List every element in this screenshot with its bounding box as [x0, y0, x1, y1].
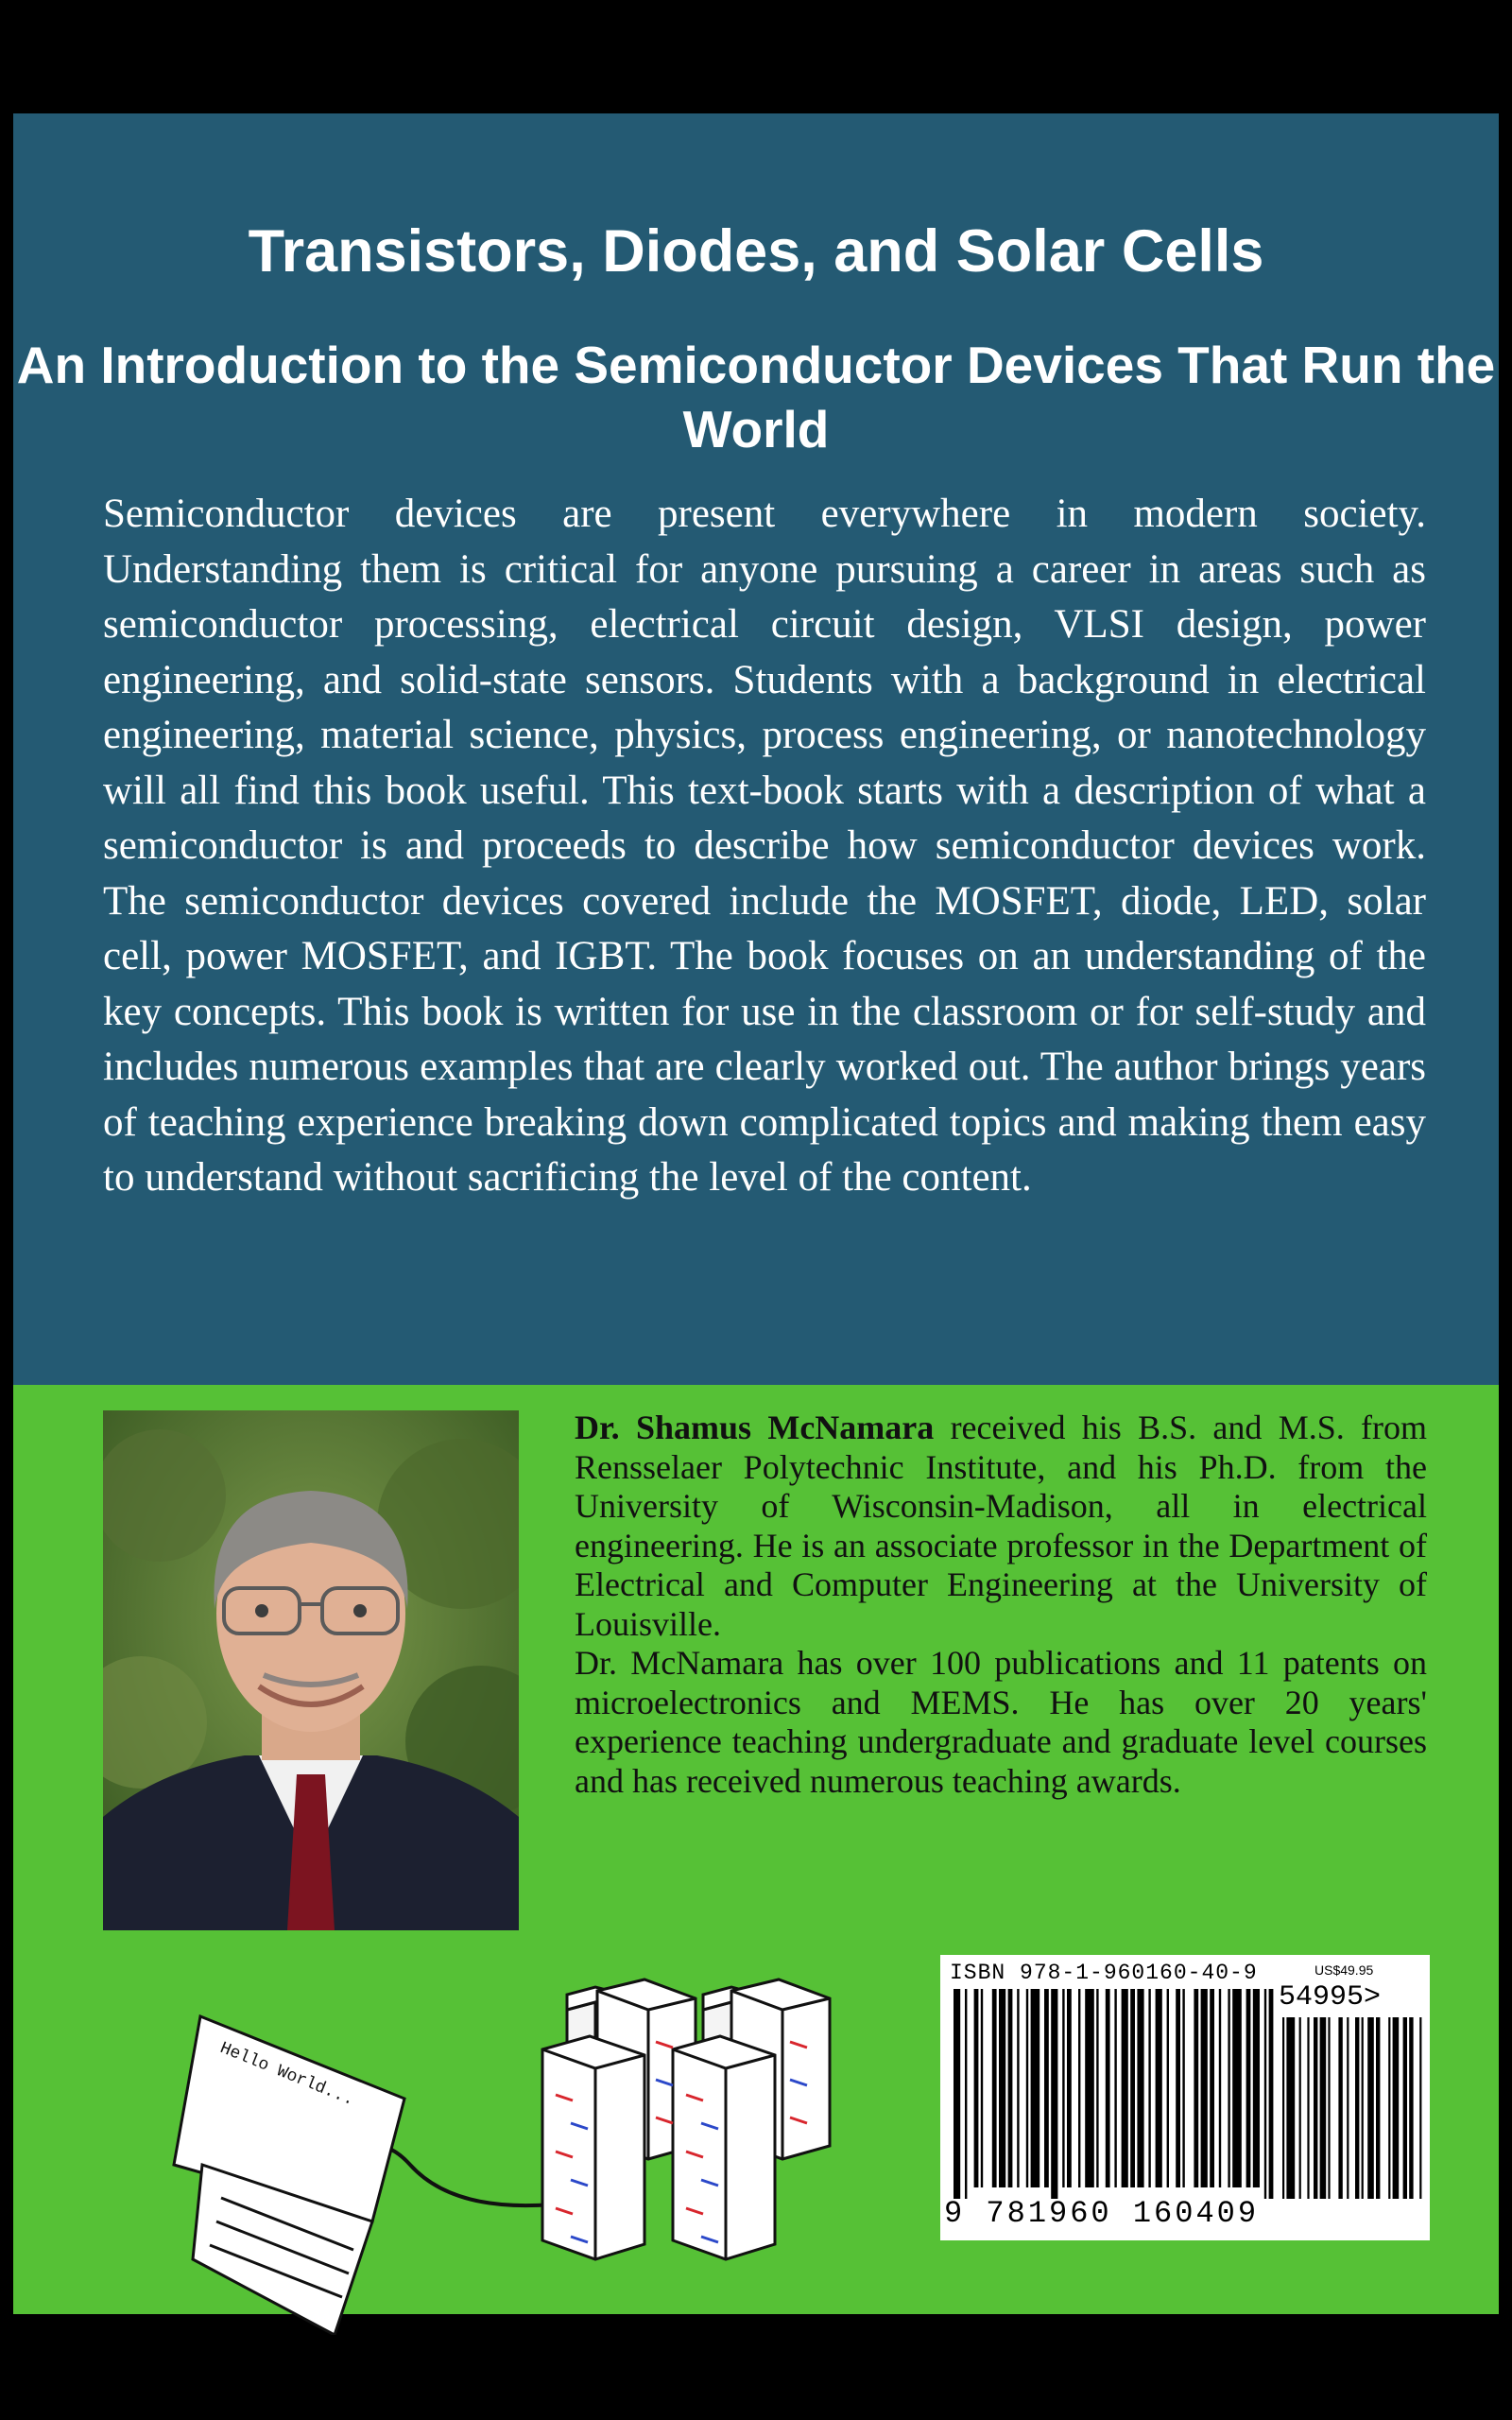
barcode-bar [1219, 1989, 1221, 2187]
barcode-bar [1017, 1989, 1019, 2187]
barcode-bar [1026, 1989, 1028, 2187]
barcode-bar [992, 1989, 997, 2187]
barcode-bar [1096, 1989, 1098, 2187]
barcode-bar [1031, 1989, 1040, 2187]
author-bio-paragraph-1 [575, 1409, 1427, 1644]
barcode-bar [1008, 1989, 1013, 2187]
addon-bar [1388, 2017, 1390, 2199]
barcode-bar [1246, 1989, 1251, 2187]
barcode-bar [1269, 1989, 1274, 2199]
addon-bar [1409, 2017, 1413, 2199]
barcode-bar [1232, 1989, 1242, 2187]
addon-bar [1347, 2017, 1349, 2199]
book-description: Semiconductor devices are present everywhere in modern society. Understanding them is critical for anyone pursuing a career in areas such as semiconductor processing, electrical circuit design, VLSI design, power engineering, and solid-state sensors. Students with a background in electrical engineering, material science, physics, process engineering, or nanotechnology will all find this book useful. This text-book starts with a description of what a semiconductor is and proceeds to describe how semiconductor devices work. The semiconductor devices covered include the MOSFET, diode, LED, solar cell, power MOSFET, and IGBT. The book focuses on an understanding of the key concepts. This book is written for use in the classroom or for self-study and includes numerous examples that are clearly worked out. The author brings years of teaching experience breaking down complicated topics and making them easy to understand without sacrificing the level of the content. [103, 492, 1426, 1200]
book-back-cover [13, 113, 1499, 2314]
barcode-bar [1148, 1989, 1150, 2187]
barcode-bar [965, 1989, 967, 2199]
barcode-bar [1114, 1989, 1116, 2187]
addon-code: 54995> [1279, 1981, 1382, 2014]
laptop-screen-text: Hello World... [216, 2039, 357, 2111]
barcode-bar [1194, 1989, 1198, 2187]
addon-bar [1286, 2017, 1295, 2199]
addon-bar [1314, 2017, 1317, 2199]
barcode-bar [1078, 1989, 1080, 2187]
price-label: US$49.95 [1314, 1962, 1374, 1978]
barcode-bar [999, 1989, 1005, 2187]
addon-bar [1355, 2017, 1359, 2199]
top-panel [13, 113, 1499, 1385]
addon-bar [1403, 2017, 1407, 2199]
barcode-bar [954, 1989, 960, 2199]
barcode-bar [1210, 1989, 1214, 2187]
barcode-bar [1106, 1989, 1110, 2187]
isbn-barcode [940, 1955, 1430, 2240]
barcode-bar [1228, 1989, 1229, 2187]
barcode-bar [1137, 1989, 1143, 2187]
addon-bar [1307, 2017, 1309, 2199]
computer-illustration [164, 1957, 845, 2335]
addon-bar [1299, 2017, 1301, 2199]
barcode-bar [1156, 1989, 1162, 2187]
addon-bar [1320, 2017, 1327, 2199]
barcode-bar [1044, 1989, 1049, 2187]
barcode-bar [1067, 1989, 1072, 2187]
author-bio [575, 1409, 1427, 1801]
addon-bar [1367, 2017, 1374, 2199]
barcode-bar [1130, 1989, 1135, 2187]
author-name: Dr. Shamus McNamara [575, 1409, 935, 1446]
addon-bar [1393, 2017, 1400, 2199]
addon-bar [1282, 2017, 1284, 2199]
addon-bar [1362, 2017, 1364, 2199]
barcode-bar [1253, 1989, 1260, 2187]
barcode-bar [1264, 1989, 1266, 2199]
barcode-bar [1122, 1989, 1128, 2187]
addon-bar [1419, 2017, 1421, 2199]
barcode-bar [1051, 1989, 1057, 2199]
barcode-bar [1201, 1989, 1208, 2187]
barcode-bar [1085, 1989, 1094, 2187]
author-bio-text-1: received his B.S. and M.S. from Rensselaer Polytechnic Institute, and his Ph.D. from the University of Wisconsin-Madison, all in electrical engineering. He is an associate professor in the Department of Electrical and Computer Engineering at the University of Louisville. [575, 1409, 1428, 1643]
barcode-bar [1062, 1989, 1064, 2187]
barcode-bar [1182, 1989, 1184, 2187]
addon-bar [1376, 2017, 1380, 2199]
author-photo [103, 1410, 519, 1930]
book-title: Transistors, Diodes, and Solar Cells [248, 218, 1264, 285]
barcode-bar [1176, 1989, 1180, 2187]
book-subtitle: An Introduction to the Semiconductor Devices That Run the World [16, 336, 1496, 458]
barcode-bar [974, 1989, 979, 2187]
barcode-bar [981, 1989, 983, 2187]
barcode-bar [1167, 1989, 1169, 2187]
author-bio-paragraph-2: Dr. McNamara has over 100 publications and 11 patents on microelectronics and MEMS. He has over 20 years' experience teaching undergraduate and graduate level courses and has received numerous teaching awards. [575, 1644, 1427, 1800]
addon-bar [1328, 2017, 1330, 2199]
isbn-label: ISBN 978-1-960160-40-9 [950, 1961, 1258, 1985]
addon-bar [1338, 2017, 1342, 2199]
barcode-number: 9 781960 160409 [944, 2196, 1260, 2231]
